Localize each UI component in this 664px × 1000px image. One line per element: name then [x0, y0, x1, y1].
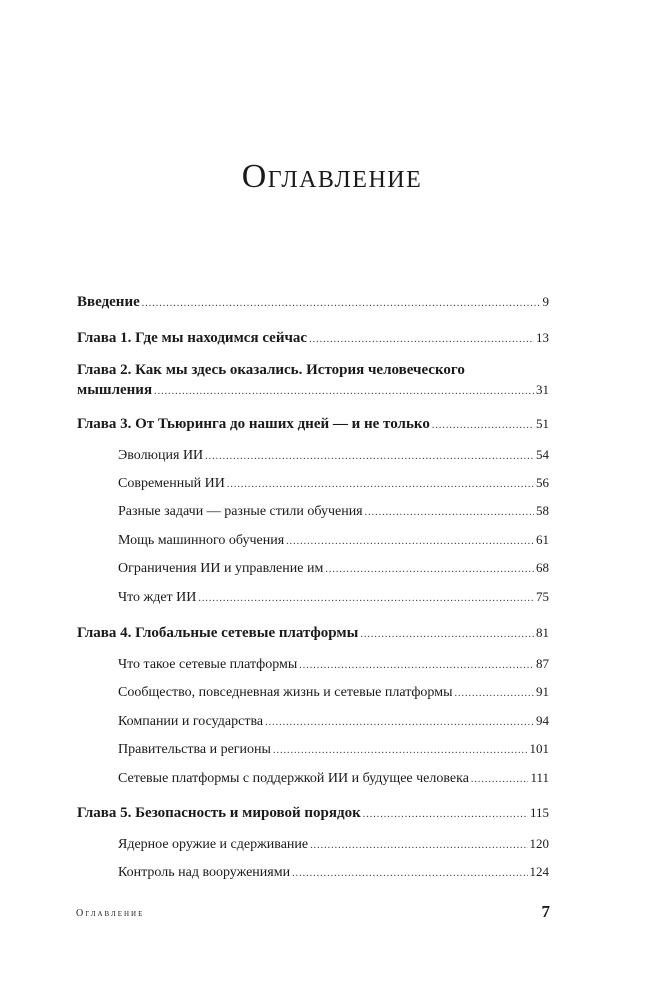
toc-entry-chapter-2[interactable] [77, 360, 549, 402]
toc-entry-page: 111 [530, 770, 549, 785]
toc-entry-label: Что ждет ИИ [118, 590, 197, 605]
toc-entry-label: Что такое сетевые платформы [118, 657, 298, 672]
toc-entry-chapter-5[interactable] [77, 803, 549, 825]
toc-entry-section[interactable] [118, 834, 549, 856]
toc-entry-page: 51 [536, 416, 549, 431]
dot-leader [286, 532, 534, 552]
dot-leader [205, 447, 534, 467]
running-head: Оглавление [76, 908, 145, 919]
toc-entry-label: Введение [77, 294, 140, 310]
toc-entry-label: мышления [77, 382, 153, 398]
toc-entry-page: 13 [536, 330, 549, 345]
toc-entry-label: Контроль над вооружениями [118, 865, 291, 880]
toc-entry-chapter-1[interactable] [77, 328, 549, 350]
dot-leader [325, 560, 534, 580]
toc-entry-page: 54 [536, 447, 549, 462]
dot-leader [273, 741, 528, 761]
dot-leader [310, 836, 527, 856]
toc-entry-section[interactable] [118, 768, 549, 790]
toc-entry-page: 75 [536, 589, 549, 604]
dot-leader [299, 656, 534, 676]
dot-leader [142, 294, 541, 314]
toc-entry-page: 9 [542, 294, 549, 309]
toc-entry-page: 101 [529, 741, 549, 756]
dot-leader [227, 475, 534, 495]
toc-entry-section[interactable] [118, 862, 549, 884]
toc-entry-section[interactable] [118, 558, 549, 580]
dot-leader [154, 382, 534, 402]
toc-entry-section[interactable] [118, 473, 549, 495]
toc-entry-section[interactable] [118, 530, 549, 552]
toc-entry-section[interactable] [118, 739, 549, 761]
toc-entry-page: 58 [536, 503, 549, 518]
toc-entry-label: Глава 4. Глобальные сетевые платформы [77, 625, 359, 641]
toc-entry-label: Мощь машинного обучения [118, 533, 285, 548]
toc-entry-label: Разные задачи — разные стили обучения [118, 504, 363, 519]
toc-entry-section[interactable] [118, 711, 549, 733]
toc-entry-introduction[interactable] [77, 292, 549, 314]
dot-leader [292, 864, 527, 884]
dot-leader [265, 713, 534, 733]
toc-entry-label: Глава 5. Безопасность и мировой порядок [77, 805, 361, 821]
dot-leader [471, 770, 529, 790]
toc-entry-page: 56 [536, 475, 549, 490]
toc-entry-section[interactable] [118, 654, 549, 676]
dot-leader [432, 416, 534, 436]
toc-entry-page: 120 [529, 836, 549, 851]
dot-leader [309, 330, 534, 350]
dot-leader [363, 805, 528, 825]
dot-leader [454, 684, 534, 704]
toc-entry-label: Правительства и регионы [118, 742, 271, 757]
toc-entry-label: Ядерное оружие и сдерживание [118, 837, 309, 852]
toc-entry-label: Глава 1. Где мы находимся сейчас [77, 330, 308, 346]
toc-entry-label: Сообщество, повседневная жизнь и сетевые платформы [118, 685, 453, 700]
toc-entry-page: 124 [529, 864, 549, 879]
toc-entry-page: 94 [536, 713, 549, 728]
toc-entry-chapter-3[interactable] [77, 414, 549, 436]
toc-entry-page: 115 [529, 805, 549, 820]
toc-entry-label: Сетевые платформы с поддержкой ИИ и будущее человека [118, 771, 469, 786]
toc-entry-section[interactable] [118, 587, 549, 609]
toc-entry-page: 61 [536, 532, 549, 547]
toc-entry-label-line1: Глава 2. Как мы здесь оказались. История человеческого [77, 362, 465, 378]
toc-entry-label: Компании и государства [118, 714, 264, 729]
toc-entry-page: 91 [536, 684, 549, 699]
page-number: 7 [541, 902, 550, 921]
dot-leader [365, 503, 534, 523]
page-title: Оглавление [241, 158, 423, 195]
dot-leader [198, 589, 534, 609]
toc-entry-page: 31 [536, 382, 549, 397]
toc-entry-label: Ограничения ИИ и управление им [118, 561, 324, 576]
toc-entry-chapter-4[interactable] [77, 623, 549, 645]
toc-entry-label: Эволюция ИИ [118, 448, 204, 463]
dot-leader [360, 625, 534, 645]
toc-entry-label: Глава 3. От Тьюринга до наших дней — и не только [77, 416, 430, 432]
toc-entry-section[interactable] [118, 445, 549, 467]
toc-entry-section[interactable] [118, 682, 549, 704]
toc-entry-page: 68 [536, 560, 549, 575]
toc-entry-page: 81 [536, 625, 549, 640]
toc-entry-page: 87 [536, 656, 549, 671]
toc-entry-section[interactable] [118, 501, 549, 523]
toc-entry-label: Современный ИИ [118, 476, 225, 491]
